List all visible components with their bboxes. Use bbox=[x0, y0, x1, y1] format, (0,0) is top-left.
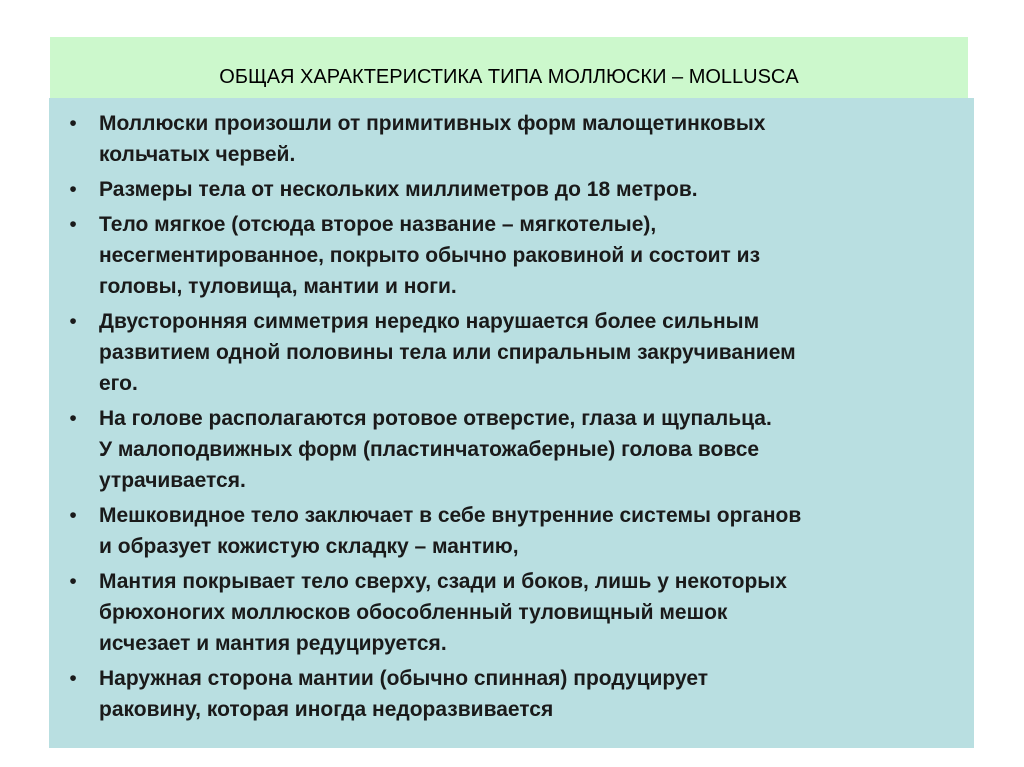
bullet-marker: • bbox=[69, 112, 77, 135]
bullet-marker: • bbox=[69, 407, 77, 430]
bullet-item bbox=[49, 108, 974, 170]
bullet-item bbox=[49, 174, 974, 205]
bullet-text-line: У малоподвижных форм (пластинчатожаберные) голова вовсе bbox=[99, 438, 760, 461]
bullet-text-line: развитием одной половины тела или спиральным закручиванием bbox=[99, 341, 796, 364]
bullet-text-line: Мантия покрывает тело сверху, сзади и боков, лишь у некоторых bbox=[99, 570, 787, 593]
bullet-text-line: раковину, которая иногда недоразвивается bbox=[99, 698, 554, 721]
bullet-text-line: Двусторонняя симметрия нередко нарушается более сильным bbox=[99, 310, 760, 333]
bullet-item bbox=[49, 306, 974, 399]
bullet-text-line: Размеры тела от нескольких миллиметров до 18 метров. bbox=[99, 178, 698, 201]
bullet-text-line: кольчатых червей. bbox=[99, 143, 296, 166]
bullet-marker: • bbox=[69, 570, 77, 593]
bullet-marker: • bbox=[69, 213, 77, 236]
bullet-list bbox=[49, 108, 974, 729]
bullet-item bbox=[49, 209, 974, 302]
bullet-text-line: несегментированное, покрыто обычно раковиной и состоит из bbox=[99, 244, 761, 267]
bullet-text-line: Тело мягкое (отсюда второе название – мягкотелые), bbox=[99, 213, 657, 236]
bullet-text-line: Наружная сторона мантии (обычно спинная) продуцирует bbox=[99, 667, 709, 690]
content-box bbox=[49, 98, 974, 748]
bullet-text-line: Мешковидное тело заключает в себе внутренние системы органов bbox=[99, 504, 802, 527]
title-box bbox=[50, 37, 968, 99]
bullet-text-line: утрачивается. bbox=[99, 469, 246, 492]
bullet-text-line: исчезает и мантия редуцируется. bbox=[99, 632, 447, 655]
bullet-item bbox=[49, 403, 974, 496]
bullet-item bbox=[49, 500, 974, 562]
bullet-text-line: Моллюски произошли от примитивных форм малощетинковых bbox=[99, 112, 766, 135]
bullet-text-line: его. bbox=[99, 372, 138, 395]
bullet-marker: • bbox=[69, 667, 77, 690]
bullet-text-line: головы, туловища, мантии и ноги. bbox=[99, 275, 457, 298]
bullet-item bbox=[49, 663, 974, 725]
bullet-marker: • bbox=[69, 178, 77, 201]
bullet-text-line: брюхоногих моллюсков обособленный туловищный мешок bbox=[99, 601, 728, 624]
bullet-text-line: и образует кожистую складку – мантию, bbox=[99, 535, 519, 558]
bullet-item bbox=[49, 566, 974, 659]
bullet-marker: • bbox=[69, 504, 77, 527]
bullet-text-line: На голове располагаются ротовое отверстие, глаза и щупальца. bbox=[99, 407, 772, 430]
bullet-marker: • bbox=[69, 310, 77, 333]
slide-title: ОБЩАЯ ХАРАКТЕРИСТИКА ТИПА МОЛЛЮСКИ – MOLLUSCA bbox=[219, 66, 799, 88]
